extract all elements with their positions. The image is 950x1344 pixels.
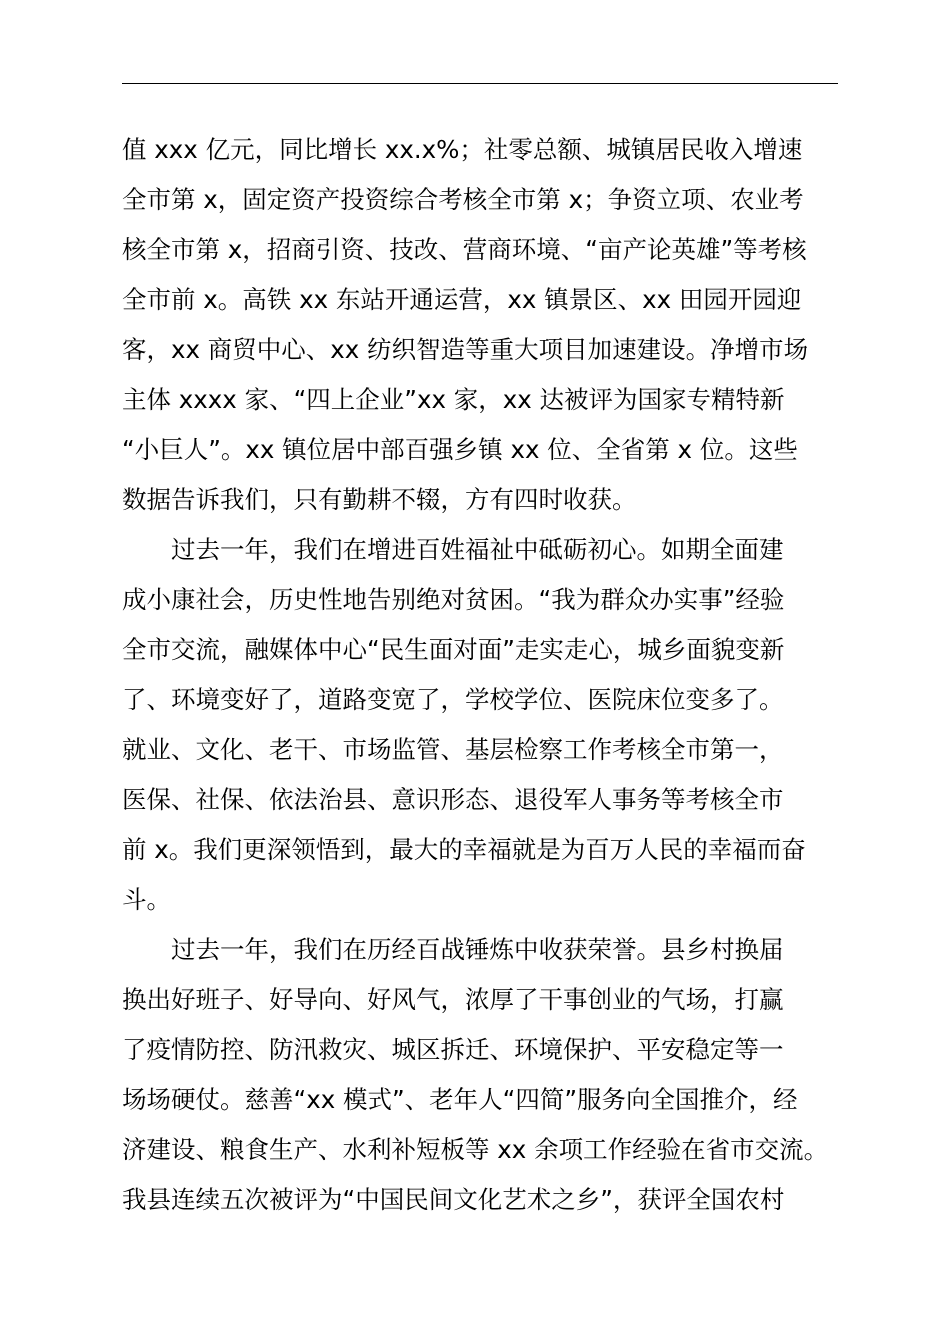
document-body [122,125,842,1225]
text-line: 主体 xxxx 家、“四上企业”xx 家，xx 达被评为国家专精特新 [122,385,785,414]
text-line: 值 xxx 亿元，同比增长 xx.x%；社零总额、城镇居民收入增速 [122,135,803,164]
text-line: 全市第 x，固定资产投资综合考核全市第 x；争资立项、农业考 [122,185,804,214]
paragraph-start-line: 过去一年，我们在历经百战锤炼中收获荣誉。县乡村换届 [171,935,784,964]
text-line: 我县连续五次被评为“中国民间文化艺术之乡”，获评全国农村 [122,1185,785,1214]
text-line: 场场硬仗。慈善“xx 模式”、老年人“四简”服务向全国推介，经 [122,1085,798,1114]
text-line: 客，xx 商贸中心、xx 纺织智造等重大项目加速建设。净增市场 [122,335,809,364]
text-line: 全市交流，融媒体中心“民生面对面”走实走心，城乡面貌变新 [122,635,785,664]
text-line: 了疫情防控、防汛救灾、城区拆迁、环境保护、平安稳定等一 [122,1035,784,1064]
text-line: 换出好班子、好导向、好风气，浓厚了干事创业的气场，打赢 [122,985,784,1014]
paragraph-start-line: 过去一年，我们在增进百姓福祉中砥砺初心。如期全面建 [171,535,784,564]
text-line: 数据告诉我们，只有勤耕不辍，方有四时收获。 [122,485,637,514]
text-line: 了、环境变好了，道路变宽了，学校学位、医院床位变多了。 [122,685,784,714]
text-line: 全市前 x。高铁 xx 东站开通运营，xx 镇景区、xx 田园开园迎 [122,285,802,314]
text-line: 核全市第 x，招商引资、技改、营商环境、“亩产论英雄”等考核 [122,235,807,264]
text-line: “小巨人”。xx 镇位居中部百强乡镇 xx 位、全省第 x 位。这些 [122,435,798,464]
text-line: 成小康社会，历史性地告别绝对贫困。“我为群众办实事”经验 [122,585,785,614]
text-line: 前 x。我们更深领悟到，最大的幸福就是为百万人民的幸福而奋 [122,835,806,864]
text-line: 斗。 [122,885,171,914]
text-line: 济建设、粮食生产、水利补短板等 xx 余项工作经验在省市交流。 [122,1135,829,1164]
text-line: 就业、文化、老干、市场监管、基层检察工作考核全市第一， [122,735,784,764]
header-rule [122,83,838,84]
text-line: 医保、社保、依法治县、意识形态、退役军人事务等考核全市 [122,785,784,814]
